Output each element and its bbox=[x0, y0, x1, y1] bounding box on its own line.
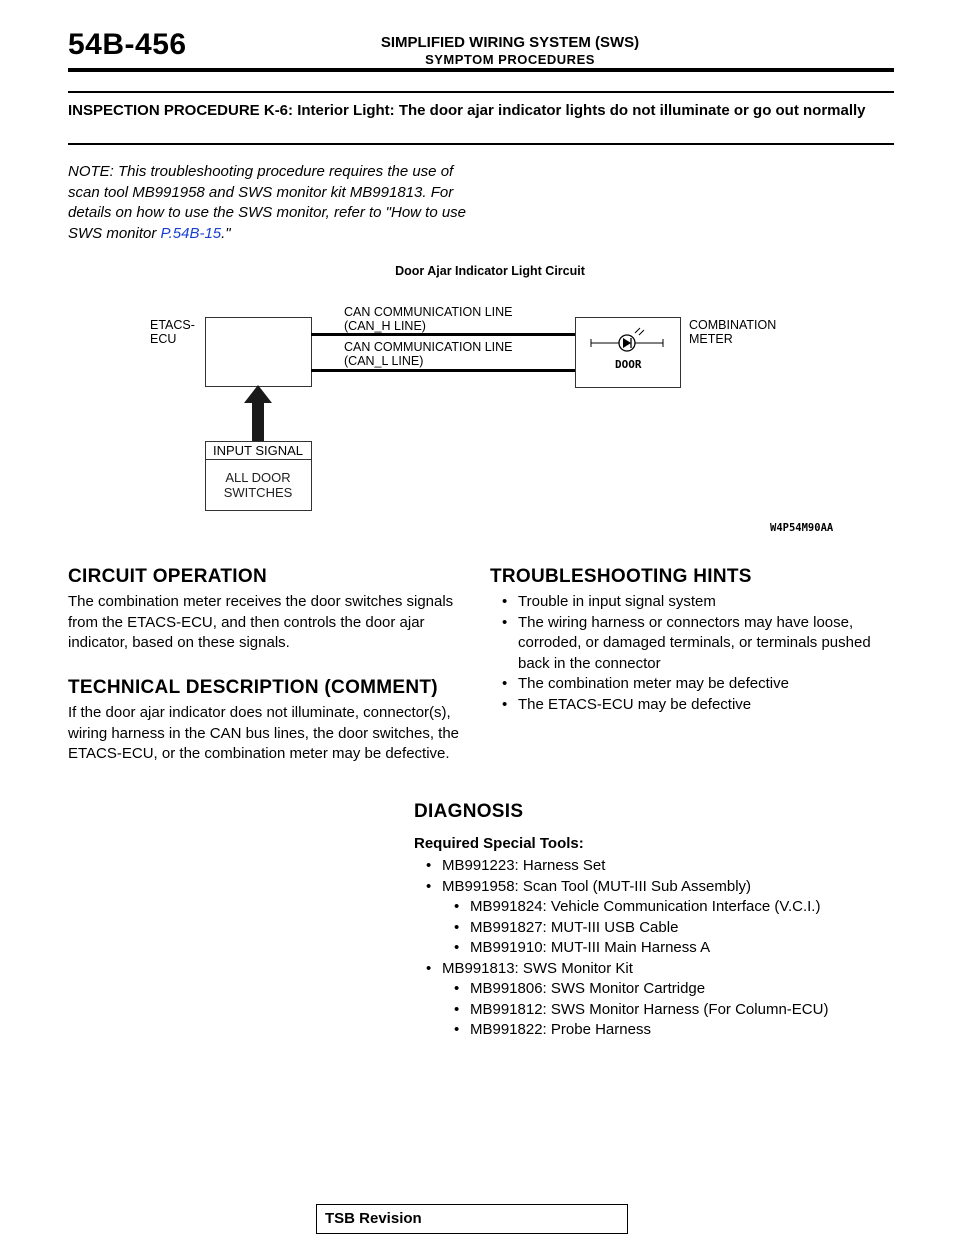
all-door-switches-label: ALL DOOR SWITCHES bbox=[223, 470, 293, 500]
note-page-link[interactable]: P.54B-15 bbox=[160, 224, 222, 242]
list-item: • MB991910: MUT-III Main Harness A bbox=[414, 938, 914, 959]
header-rule bbox=[68, 68, 894, 72]
diagram-caption: Door Ajar Indicator Light Circuit bbox=[395, 264, 585, 278]
list-item: • The wiring harness or connectors may have loose, corroded, or damaged terminals, or terminals pushed back in the connector bbox=[490, 613, 890, 675]
manual-subsection-title: SYMPTOM PROCEDURES bbox=[425, 52, 595, 67]
manual-section-title: SIMPLIFIED WIRING SYSTEM (SWS) bbox=[380, 34, 640, 51]
list-item: • MB991812: SWS Monitor Harness (For Column-ECU) bbox=[414, 1000, 914, 1021]
list-item: • MB991813: SWS Monitor Kit bbox=[414, 959, 914, 980]
note-text: NOTE: This troubleshooting procedure requires the use of scan tool MB991958 and SWS monitor kit MB991813. For details on how to use the SWS monitor, refer to "How to use SWS monitor bbox=[68, 163, 467, 242]
technical-description-text: If the door ajar indicator does not illuminate, connector(s), wiring harness in the CAN bus lines, the door switches, the ETACS-ECU, or the combination meter may be defective. bbox=[68, 704, 460, 762]
diagnosis-heading: DIAGNOSIS bbox=[414, 801, 524, 822]
can-h-line bbox=[311, 333, 575, 336]
required-tools-list bbox=[414, 856, 914, 1041]
note-paragraph bbox=[68, 162, 478, 244]
door-lamp-label: DOOR bbox=[615, 358, 642, 371]
list-item: • MB991827: MUT-III USB Cable bbox=[414, 918, 914, 939]
signal-arrow-icon bbox=[244, 385, 272, 443]
indicator-lamp-icon bbox=[585, 322, 669, 354]
list-item: • MB991824: Vehicle Communication Interface (V.C.I.) bbox=[414, 897, 914, 918]
title-rule-bottom bbox=[68, 143, 894, 145]
list-item: • Trouble in input signal system bbox=[490, 592, 890, 613]
tsb-revision-label: TSB Revision bbox=[325, 1210, 422, 1227]
list-item: • MB991223: Harness Set bbox=[414, 856, 914, 877]
troubleshooting-hints-heading: TROUBLESHOOTING HINTS bbox=[490, 566, 752, 587]
tsb-revision-box bbox=[316, 1204, 628, 1234]
etacs-ecu-box bbox=[205, 317, 312, 387]
can-l-line bbox=[311, 369, 575, 372]
list-item: • MB991806: SWS Monitor Cartridge bbox=[414, 979, 914, 1000]
list-item: • The combination meter may be defective bbox=[490, 674, 890, 695]
figure-code: W4P54M90AA bbox=[770, 522, 834, 534]
input-signal-divider bbox=[205, 459, 311, 460]
note-suffix: ." bbox=[221, 224, 231, 242]
list-item: • MB991822: Probe Harness bbox=[414, 1020, 914, 1041]
circuit-operation-text: The combination meter receives the door switches signals from the ETACS-ECU, and then controls the door ajar indicator, based on these signals. bbox=[68, 593, 454, 651]
etacs-ecu-label: ETACS- ECU bbox=[150, 318, 195, 346]
list-item: • MB991958: Scan Tool (MUT-III Sub Assembly) bbox=[414, 877, 914, 898]
troubleshooting-hints-list bbox=[490, 592, 890, 715]
can-h-label: CAN COMMUNICATION LINE (CAN_H LINE) bbox=[344, 305, 513, 333]
circuit-operation-heading: CIRCUIT OPERATION bbox=[68, 566, 267, 587]
list-item: • The ETACS-ECU may be defective bbox=[490, 695, 890, 716]
required-tools-heading: Required Special Tools: bbox=[414, 835, 584, 852]
combination-meter-label: COMBINATION METER bbox=[689, 318, 777, 346]
procedure-title: INSPECTION PROCEDURE K-6: Interior Light: The door ajar indicator lights do not illuminate or go out normally bbox=[68, 102, 866, 119]
technical-description-heading: TECHNICAL DESCRIPTION (COMMENT) bbox=[68, 677, 438, 698]
page-number: 54B-456 bbox=[68, 28, 187, 61]
input-signal-label: INPUT SIGNAL bbox=[212, 443, 304, 458]
title-rule-top bbox=[68, 91, 894, 93]
can-l-label: CAN COMMUNICATION LINE (CAN_L LINE) bbox=[344, 340, 513, 368]
